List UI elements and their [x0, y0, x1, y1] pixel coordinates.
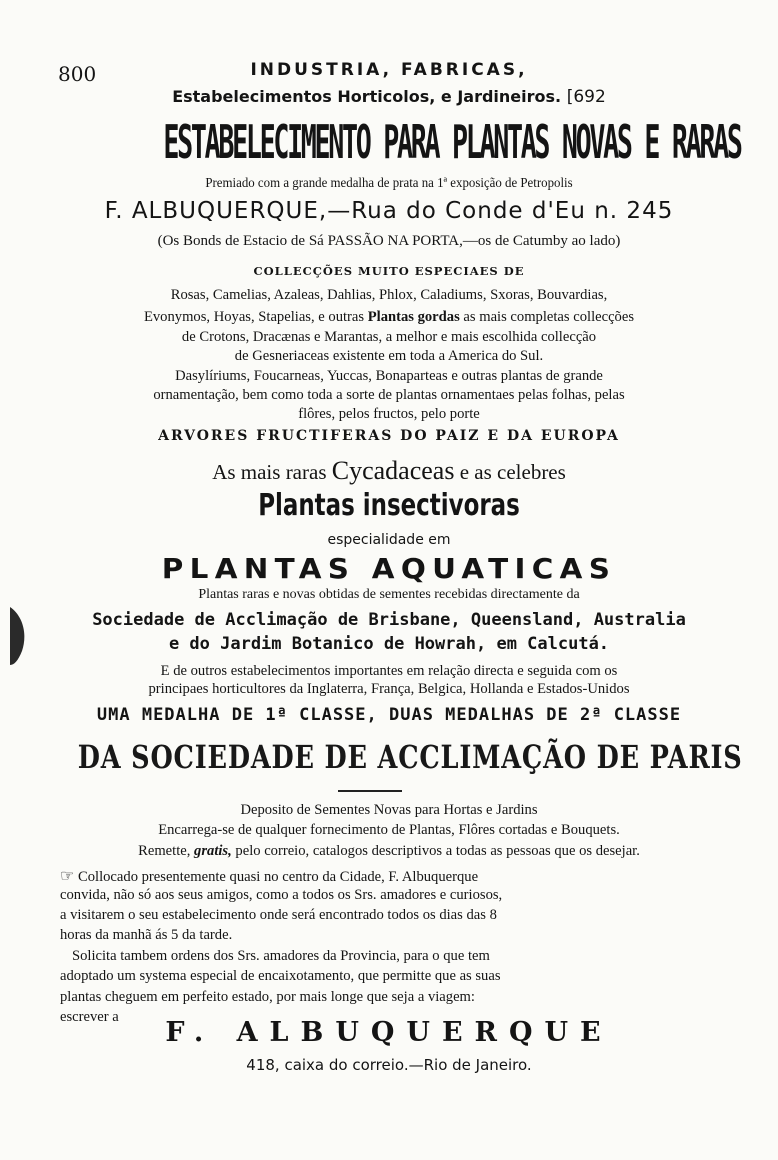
collections-text: as mais completas collecções: [463, 309, 635, 325]
divider: [338, 790, 402, 792]
encarrega-line: Encarrega-se de qualquer fornecimento de Plantas, Flôres cortadas e Bouquets.: [158, 822, 620, 838]
page-reference: [692: [566, 87, 606, 107]
jardim-howrah: e do Jardim Botanico de Howrah, em Calcutá.: [168, 634, 610, 654]
collections-line: ornamentação, bem como toda a sorte de plantas ornamentaes pelas folhas, pelas: [153, 387, 625, 403]
deposito-line: Deposito de Sementes Novas para Hortas e Jardins: [240, 802, 538, 818]
seeds-line: Plantas raras e novas obtidas de sementes recebidas directamente da: [198, 587, 580, 602]
insectivoras-heading: Plantas insectivoras: [258, 488, 520, 523]
relations-line: E de outros estabelecimentos importantes em relação directa e seguida com os: [160, 663, 618, 679]
collections-text: Evonymos, Hoyas, Stapelias, e outras: [143, 309, 365, 325]
collections-line: [0, 309, 778, 326]
body-line: Solicita tambem ordens dos Srs. amadores da Provincia, para o que tem: [72, 948, 490, 964]
medals-line: UMA MEDALHA DE 1ª CLASSE, DUAS MEDALHAS DE 2ª CLASSE: [96, 705, 682, 725]
collections-line: de Gesneriaceas existente em toda a America do Sul.: [234, 348, 544, 364]
main-title: ESTABELECIMENTO PARA PLANTAS NOVAS E RARAS: [163, 115, 741, 169]
plantas-gordas: Plantas gordas: [367, 309, 460, 325]
especialidade-line: especialidade em: [327, 532, 451, 548]
body-line: adoptado um systema especial de encaixotamento, que permitte que as suas: [60, 968, 501, 984]
remette-before: Remette,: [138, 843, 191, 859]
collections-line: Rosas, Camelias, Azaleas, Dahlias, Phlox, Caladiums, Sxoras, Bouvardias,: [170, 287, 608, 303]
section-subheader: [0, 87, 778, 107]
relations-line: principaes horticultores da Inglaterra, França, Belgica, Hollanda e Estados-Unidos: [148, 681, 630, 697]
body-line: a visitarem o seu estabelecimento onde será encontrado todos os dias das 8: [60, 907, 497, 923]
section-header: INDUSTRIA, FABRICAS,: [250, 60, 528, 80]
collections-heading: COLLECÇÕES MUITO ESPECIAES DE: [253, 264, 525, 278]
aquaticas-heading: PLANTAS AQUATICAS: [161, 552, 617, 585]
collections-line: de Crotons, Dracænas e Marantas, a melhor e mais escolhida collecção: [181, 329, 597, 345]
society-brisbane: Sociedade de Acclimação de Brisbane, Queensland, Australia: [92, 610, 686, 630]
rare-plants-line: [0, 456, 778, 486]
collections-line: flôres, pelos fructos, pelo porte: [298, 406, 480, 422]
bonds-line: (Os Bonds de Estacio de Sá PASSÃO NA PORTA,—os de Catumby ao lado): [157, 233, 621, 249]
collections-line: Dasylíriums, Foucarneas, Yuccas, Bonaparteas e outras plantas de grande: [175, 368, 603, 384]
postbox-line: 418, caixa do correio.—Rio de Janeiro.: [246, 1056, 532, 1074]
cycadaceas: Cycadaceas: [331, 456, 455, 485]
rare-after: e as celebres: [459, 460, 566, 484]
body-line: [60, 866, 686, 886]
rare-before: As mais raras: [212, 460, 327, 484]
subheader-text: Estabelecimentos Horticolos, e Jardineiros.: [172, 87, 562, 106]
remette-line: [0, 843, 778, 860]
pointing-hand-icon: ☞: [60, 868, 75, 885]
body-line: horas da manhã ás 5 da tarde.: [60, 927, 233, 943]
binding-mark-icon: [8, 605, 30, 667]
fruit-trees-heading: ARVORES FRUCTIFERAS DO PAIZ E DA EUROPA: [158, 428, 620, 444]
paris-society-heading: DA SOCIEDADE DE ACCLIMAÇÃO DE PARIS: [77, 738, 743, 776]
body-line: escrever a: [60, 1009, 119, 1025]
body-line: convida, não só aos seus amigos, como a todos os Srs. amadores e curiosos,: [60, 887, 503, 903]
gratis-text: gratis,: [194, 843, 232, 859]
body-line: plantas cheguem em perfeito estado, por mais longe que seja a viagem:: [60, 989, 475, 1005]
address-line: F. ALBUQUERQUE,—Rua do Conde d'Eu n. 245: [104, 198, 674, 224]
body-text: Collocado presentemente quasi no centro da Cidade, F. Albuquerque: [78, 869, 479, 885]
signature-name: F. ALBUQUERQUE: [165, 1017, 613, 1048]
page-number: 800: [58, 62, 97, 86]
award-line: Premiado com a grande medalha de prata na 1ª exposição de Petropolis: [205, 176, 573, 191]
remette-after: pelo correio, catalogos descriptivos a todas as pessoas que os desejar.: [235, 843, 640, 859]
